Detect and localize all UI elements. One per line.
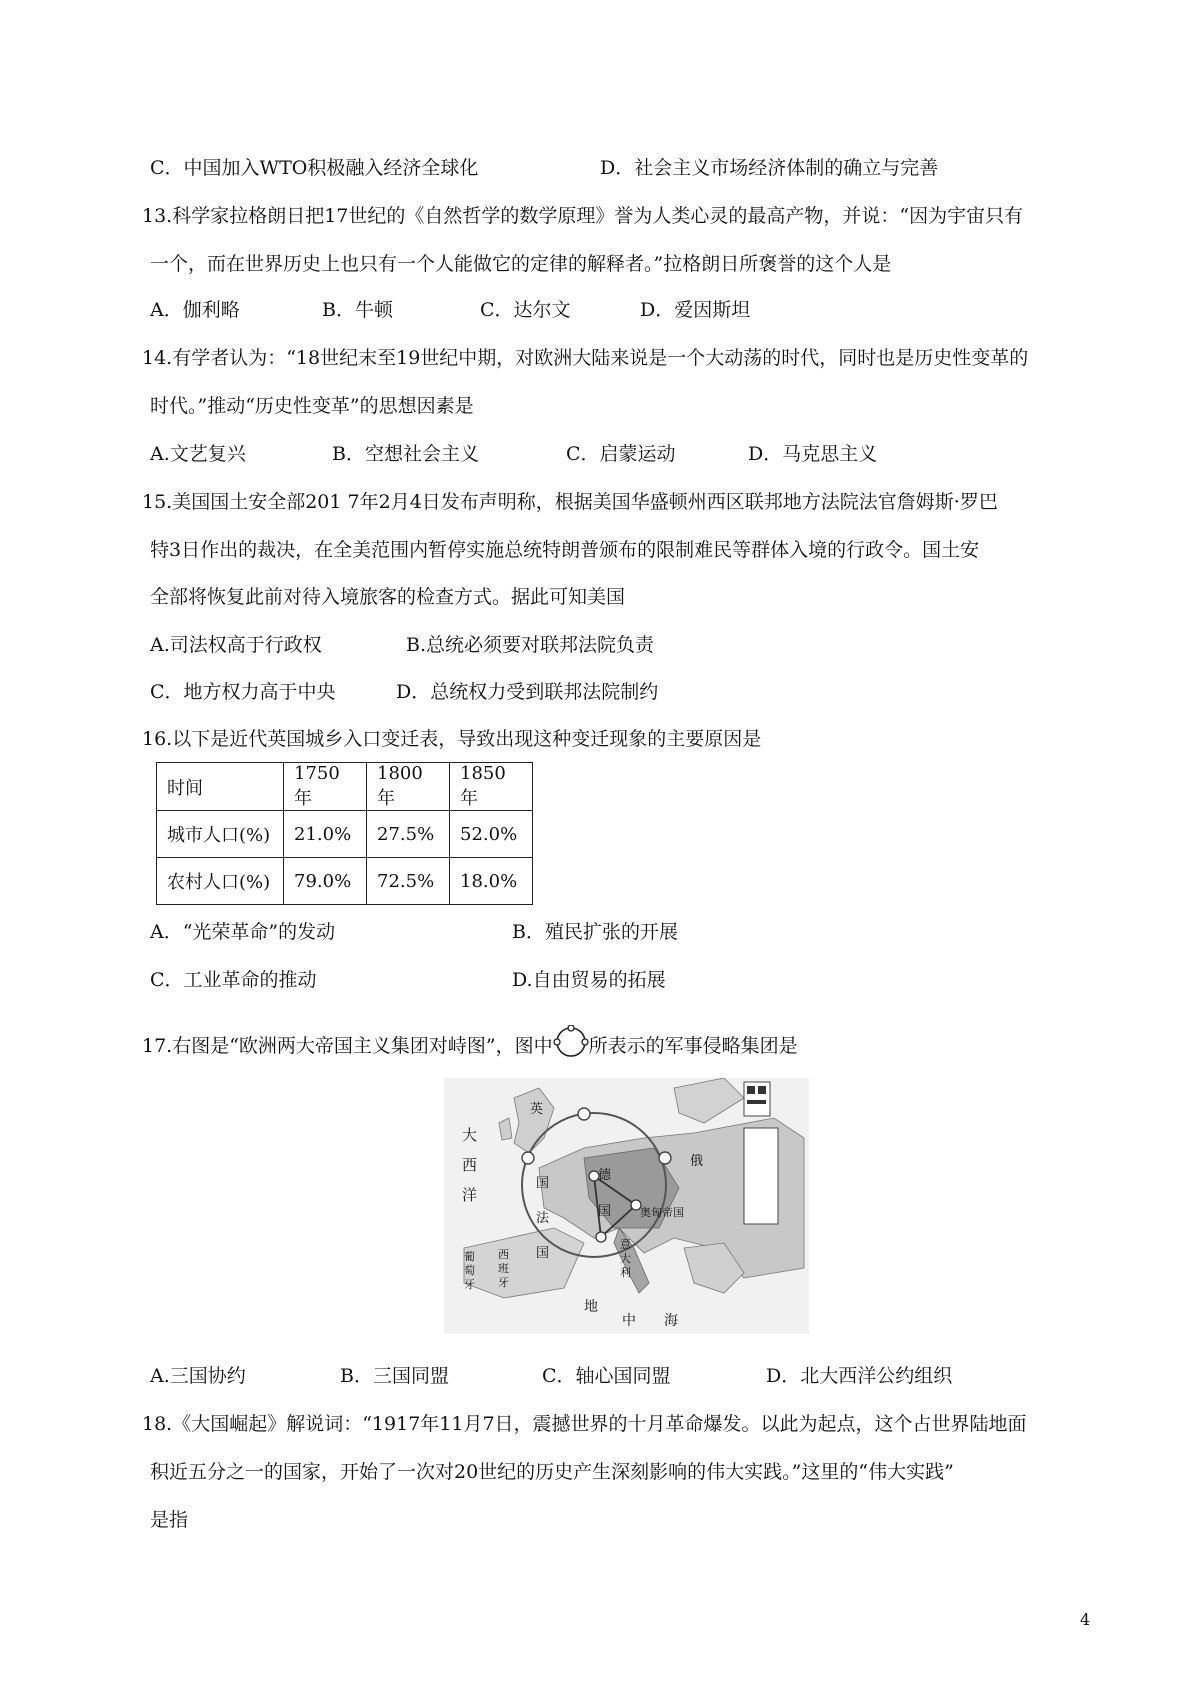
label-char: 牙 xyxy=(464,1278,475,1291)
q14-option-c: C．启蒙运动 xyxy=(566,443,676,465)
table-cell: 农村人口(%) xyxy=(157,858,284,905)
table-cell: 城市人口(%) xyxy=(157,811,284,858)
q16-stem-line1: 16.以下是近代英国城乡入口变迁表，导致出现这种变迁现象的主要原因是 xyxy=(142,728,762,750)
table-cell: 27.5% xyxy=(367,811,450,858)
q16-option-c: C．工业革命的推动 xyxy=(150,969,317,991)
table-row xyxy=(157,811,533,858)
q16-option-b: B．殖民扩张的开展 xyxy=(512,921,678,943)
population-table xyxy=(156,762,533,905)
table-cell: 1750年 xyxy=(284,763,367,811)
circle-ring-icon xyxy=(553,1031,589,1055)
label-med-1: 地 xyxy=(584,1299,598,1315)
label-med-2: 中 xyxy=(622,1313,636,1329)
label-char: 牙 xyxy=(498,1276,509,1289)
q17-option-c: C．轴心国同盟 xyxy=(542,1365,671,1387)
q13-option-c: C．达尔文 xyxy=(480,299,571,321)
label-char: 国 xyxy=(536,1246,550,1261)
table-cell: 52.0% xyxy=(450,811,533,858)
q12-option-d: D．社会主义市场经济体制的确立与完善 xyxy=(600,157,939,179)
label-char: 意 xyxy=(620,1238,631,1251)
label-italy xyxy=(620,1238,632,1280)
label-char: 国 xyxy=(536,1176,550,1191)
q14-option-a: A.文艺复兴 xyxy=(150,443,246,465)
q14-stem-line2: 时代。”推动“历史性变革”的思想因素是 xyxy=(150,395,474,417)
label-russia: 俄 xyxy=(690,1154,704,1169)
label-char: 德 xyxy=(598,1168,612,1183)
q16-option-a: A．“光荣革命”的发动 xyxy=(150,921,336,943)
q17-option-a: A.三国协约 xyxy=(150,1365,246,1387)
label-atlantic xyxy=(462,1120,480,1210)
map-graphic xyxy=(444,1078,809,1334)
q14-stem-line1: 14.有学者认为：“18世纪末至19世纪中期，对欧洲大陆来说是一个大动荡的时代，同时也是历史性变革的 xyxy=(142,347,1029,369)
europe-alliances-map xyxy=(444,1078,809,1334)
table-header-row xyxy=(157,763,533,811)
q15-option-d: D．总统权力受到联邦法院制约 xyxy=(396,681,659,703)
table-cell: 18.0% xyxy=(450,858,533,905)
label-char: 法 xyxy=(536,1211,550,1226)
q17-option-d: D．北大西洋公约组织 xyxy=(766,1365,953,1387)
q13-option-b: B．牛顿 xyxy=(322,299,393,321)
table-cell: 79.0% xyxy=(284,858,367,905)
q14-option-d: D．马克思主义 xyxy=(748,443,878,465)
label-char: 葡 xyxy=(464,1250,475,1263)
q17-stem-after: 所表示的军事侵略集团是 xyxy=(588,1035,798,1057)
label-char: 萄 xyxy=(464,1264,475,1277)
q15-stem-line2: 特3日作出的裁决，在全美范围内暂停实施总统特朗普颁布的限制难民等群体入境的行政令。国土安 xyxy=(150,539,980,561)
q18-stem-line3: 是指 xyxy=(150,1509,189,1531)
q14-option-b: B．空想社会主义 xyxy=(332,443,479,465)
page-number: 4 xyxy=(1080,1610,1091,1629)
q18-stem-line2: 积近五分之一的国家，开始了一次对20世纪的历史产生深刻影响的伟大实践。”这里的“伟大实践” xyxy=(150,1461,954,1483)
label-char: 利 xyxy=(620,1266,631,1279)
q17-stem-line1 xyxy=(142,1034,798,1059)
label-spain xyxy=(498,1248,510,1290)
label-france xyxy=(536,1166,550,1271)
table-cell: 21.0% xyxy=(284,811,367,858)
label-char: 西 xyxy=(462,1156,478,1174)
q17-stem-before: 17.右图是“欧洲两大帝国主义集团对峙图”，图中 xyxy=(142,1035,553,1057)
q15-stem-line1: 15.美国国土安全部201 7年2月4日发布声明称，根据美国华盛顿州西区联邦地方法院法官詹姆斯·罗巴 xyxy=(142,491,998,513)
q13-stem-line2: 一个，而在世界历史上也只有一个人能做它的定律的解释者。”拉格朗日所褒誉的这个人是 xyxy=(150,253,892,275)
table-cell: 时间 xyxy=(157,763,284,811)
q17-option-b: B．三国同盟 xyxy=(340,1365,449,1387)
q16-option-d: D.自由贸易的拓展 xyxy=(512,969,666,991)
q15-option-a: A.司法权高于行政权 xyxy=(150,634,322,656)
q15-option-c: C．地方权力高于中央 xyxy=(150,681,336,703)
q13-stem-line1: 13.科学家拉格朗日把17世纪的《自然哲学的数学原理》誉为人类心灵的最高产物，并说：“因为宇宙只有 xyxy=(142,205,1024,227)
table-cell: 72.5% xyxy=(367,858,450,905)
label-char: 班 xyxy=(498,1262,509,1275)
label-char: 大 xyxy=(462,1126,478,1144)
q18-stem-line1: 18.《大国崛起》解说词：“1917年11月7日，震撼世界的十月革命爆发。以此为起点，这个占世界陆地面 xyxy=(142,1413,1027,1435)
label-char: 大 xyxy=(620,1252,631,1265)
q15-option-b: B.总统必须要对联邦法院负责 xyxy=(406,634,655,656)
label-med-3: 海 xyxy=(664,1313,678,1329)
q13-option-a: A．伽利略 xyxy=(150,299,240,321)
label-char: 国 xyxy=(598,1204,612,1219)
table-row xyxy=(157,858,533,905)
q15-stem-line3: 全部将恢复此前对待入境旅客的检查方式。据此可知美国 xyxy=(150,586,626,608)
label-char: 西 xyxy=(498,1248,509,1261)
q13-option-d: D．爱因斯坦 xyxy=(640,299,751,321)
label-germany xyxy=(598,1158,612,1230)
label-char: 洋 xyxy=(462,1186,478,1204)
label-austria-hungary: 奥匈帝国 xyxy=(640,1206,684,1219)
label-portugal xyxy=(464,1250,476,1292)
q12-option-c: C．中国加入WTO积极融入经济全球化 xyxy=(150,157,479,179)
label-britain: 英 xyxy=(530,1102,544,1117)
table-cell: 1800年 xyxy=(367,763,450,811)
table-cell: 1850年 xyxy=(450,763,533,811)
